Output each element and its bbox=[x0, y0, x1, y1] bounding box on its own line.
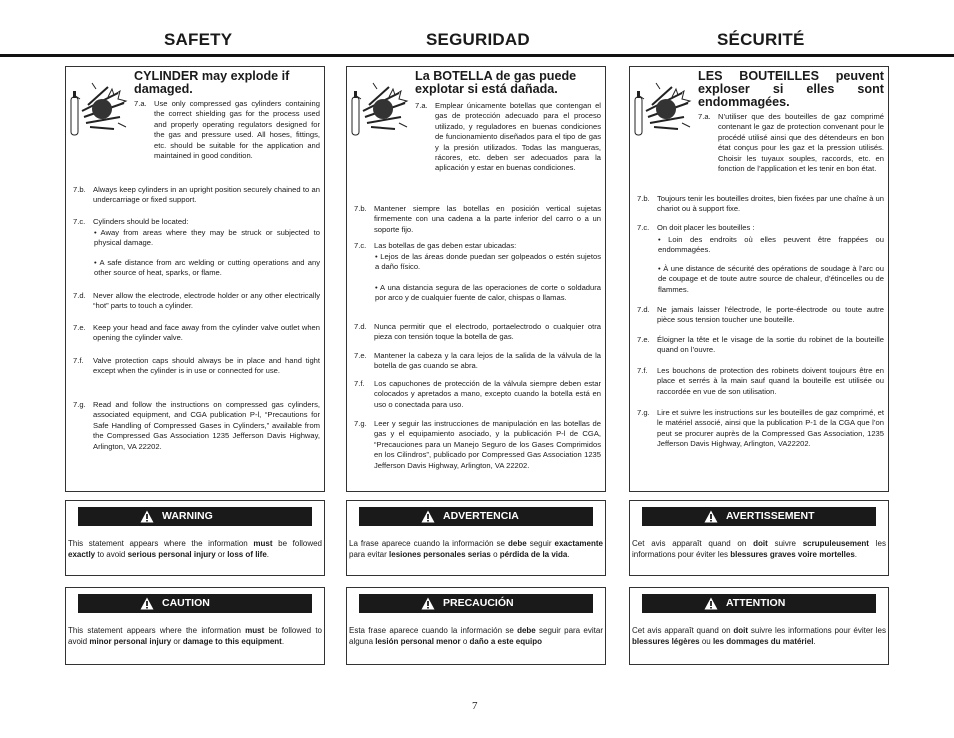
item-7f-text: Los capuchones de protección de la válvula siempre deben estar colocados y apretados a mano, excepto cuando la botella está en uso o conectada para uso. bbox=[374, 379, 601, 409]
header-rule bbox=[0, 54, 954, 57]
item-7f-label: 7.f. bbox=[354, 379, 365, 388]
precaucion-banner bbox=[359, 594, 593, 613]
item-7c-bullet-2: • A safe distance from arc welding or cutting operations and any other source of heat, sparks, or flame. bbox=[94, 258, 320, 278]
caution-label: CAUTION bbox=[162, 597, 210, 609]
caution-text: This statement appears where the information must be followed to avoid minor personal injury or damage to this equipment. bbox=[68, 626, 322, 646]
item-7a-label: 7.a. bbox=[134, 99, 147, 108]
item-7g-text: Leer y seguir las instrucciones de manipulación en las botellas de gas y el equipamiento asociado, y la publicación P-l de CGA, “Precauciones para un Manejo Seguro de los Gases Comprimidos en los Cilindros”, publicado por Compressed Gas Association 1235 Jefferson Davis Highway, Arlington, VA 22202. bbox=[374, 419, 601, 470]
attention-label: ATTENTION bbox=[726, 597, 786, 609]
item-7b-text: Always keep cylinders in an upright position securely chained to an undercarriage or fixed support. bbox=[93, 185, 320, 205]
avertissement-text: Cet avis apparaît quand on doit suivre scrupuleusement les informations pour éviter les blessures graves voire mortelles. bbox=[632, 539, 886, 559]
page-number: 7 bbox=[472, 700, 478, 712]
advertencia-text: La frase aparece cuando la información se debe seguir exactamente para evitar lesiones personales serias o pérdida de la vida. bbox=[349, 539, 603, 559]
cylinder-title: CYLINDER may explode if damaged. bbox=[134, 69, 290, 96]
item-7c-text: On doit placer les bouteilles : bbox=[657, 223, 755, 232]
cylinder-warning-panel bbox=[65, 66, 325, 492]
warning-definition-panel bbox=[65, 500, 325, 576]
item-7c-text: Cylinders should be located: bbox=[93, 217, 189, 226]
avertissement-definition-panel bbox=[629, 500, 889, 576]
item-7c-label: 7.c. bbox=[637, 223, 650, 232]
header-safety: SAFETY bbox=[164, 30, 233, 49]
item-7c-bullet-1: • Away from areas where they may be struck or subjected to physical damage. bbox=[94, 228, 320, 248]
item-7e-text: Keep your head and face away from the cylinder valve outlet when opening the cylinder valve. bbox=[93, 323, 320, 343]
item-7e-label: 7.e. bbox=[637, 335, 650, 344]
warning-triangle-icon bbox=[421, 510, 435, 523]
item-7c-label: 7.c. bbox=[354, 241, 367, 250]
item-7d-text: Never allow the electrode, electrode holder or any other electrically “hot” parts to touch a cylinder. bbox=[93, 291, 320, 311]
item-7d-label: 7.d. bbox=[637, 305, 650, 314]
item-7g-text: Read and follow the instructions on compressed gas cylinders, associated equipment, and CGA publication P-l, “Precautions for Safe Handling of Compressed Gases in Cylinders,” available from the Compressed Gas Association 1235 Jefferson Davis Highway, Arlington, VA 22202. bbox=[93, 400, 320, 451]
attention-definition-panel bbox=[629, 587, 889, 665]
item-7c-label: 7.c. bbox=[73, 217, 86, 226]
item-7b-label: 7.b. bbox=[637, 194, 650, 203]
caution-banner bbox=[78, 594, 312, 613]
item-7c-text: Las botellas de gas deben estar ubicadas: bbox=[374, 241, 517, 250]
header-securite: SÉCURITÉ bbox=[717, 30, 805, 49]
item-7a bbox=[134, 99, 320, 174]
item-7g-label: 7.g. bbox=[354, 419, 367, 428]
item-7f-label: 7.f. bbox=[73, 356, 84, 365]
item-7f-text: Les bouchons de protection des robinets doivent toujours être en place et serrés à la main sauf quand la bouteille est utilisée ou raccordée en vue de son utilisation. bbox=[657, 366, 884, 396]
item-7g-label: 7.g. bbox=[73, 400, 86, 409]
item-7c-bullet-1: • Loin des endroits où elles peuvent être frappées ou endommagées. bbox=[658, 235, 884, 255]
item-7a-label: 7.a. bbox=[698, 112, 711, 121]
item-7b-label: 7.b. bbox=[354, 204, 367, 213]
item-7c-bullet-2: • À une distance de sécurité des opérations de soudage à l’arc ou de coupage et de toute autre source de chaleur, d’étincelles ou de flammes. bbox=[658, 264, 884, 294]
avertissement-banner bbox=[642, 507, 876, 526]
item-7e-label: 7.e. bbox=[354, 351, 367, 360]
item-7g-text: Lire et suivre les instructions sur les bouteilles de gaz comprimé, et le matériel associé, ainsi que la publication P-1 de la CGA que l’on peut se procurer auprès de la Compressed Gas Association, 1235 Jefferson Davis Highway, Arlington, VA22202. bbox=[657, 408, 884, 449]
caution-triangle-icon bbox=[140, 597, 154, 610]
bouteilles-warning-panel bbox=[629, 66, 889, 492]
precaucion-definition-panel bbox=[346, 587, 606, 665]
item-7d-label: 7.d. bbox=[73, 291, 86, 300]
caution-triangle-icon bbox=[421, 597, 435, 610]
attention-banner bbox=[642, 594, 876, 613]
avertissement-label: AVERTISSEMENT bbox=[726, 510, 815, 522]
warning-banner bbox=[78, 507, 312, 526]
item-7c-bullet-1: • Lejos de las áreas donde puedan ser golpeados o estén sujetos a daño físico. bbox=[375, 252, 601, 272]
warning-label: WARNING bbox=[162, 510, 213, 522]
advertencia-banner bbox=[359, 507, 593, 526]
warning-text: This statement appears where the information must be followed exactly to avoid serious personal injury or loss of life. bbox=[68, 539, 322, 559]
item-7b-text: Toujours tenir les bouteilles droites, bien fixées par une chaîne à un chariot ou à support fixe. bbox=[657, 194, 884, 214]
caution-triangle-icon bbox=[704, 597, 718, 610]
caution-definition-panel bbox=[65, 587, 325, 665]
bouteilles-title: LES BOUTEILLES peuvent exploser si elles sont endommagées. bbox=[698, 69, 884, 109]
item-7f-label: 7.f. bbox=[637, 366, 648, 375]
warning-triangle-icon bbox=[704, 510, 718, 523]
item-7f-text: Valve protection caps should always be in place and hand tight except when the cylinder is in use or connected for use. bbox=[93, 356, 320, 376]
item-7a-text: Use only compressed gas cylinders containing the correct shielding gas for the process used and properly operating regulators designed for the gas and pressure used. All hoses, fittings, etc. should be suitable for the application and maintained in good condition. bbox=[154, 99, 320, 161]
item-7a-text: Emplear únicamente botellas que contengan el gas de protección adecuado para el proceso utilizado, y reguladores en buenas condiciones de funcionamiento diseñados para el tipo de gas y la presión utilizados. Todas las mangueras, rácores, etc. deben ser adecuados para la aplicación y estar en buenas condiciones. bbox=[435, 101, 601, 173]
header-seguridad: SEGURIDAD bbox=[426, 30, 530, 49]
item-7e-label: 7.e. bbox=[73, 323, 86, 332]
cylinder-explosion-icon bbox=[632, 77, 696, 137]
botella-warning-panel bbox=[346, 66, 606, 492]
item-7d-label: 7.d. bbox=[354, 322, 367, 331]
item-7a-label: 7.a. bbox=[415, 101, 428, 110]
cylinder-explosion-icon bbox=[349, 77, 413, 137]
attention-text: Cet avis apparaît quand on doit suivre les informations pour éviter les blessures légères ou les dommages du matériel. bbox=[632, 626, 886, 646]
cylinder-explosion-icon bbox=[68, 77, 132, 137]
precaucion-text: Esta frase aparece cuando la información se debe seguir para evitar alguna lesión personal menor o daño a este equipo bbox=[349, 626, 603, 646]
item-7c-bullet-2: • A una distancia segura de las operaciones de corte o soldadura por arco y de cualquier fuente de calor, chispas o llamas. bbox=[375, 283, 601, 303]
botella-title: La BOTELLA de gas puede explotar si está dañada. bbox=[415, 69, 577, 96]
item-7d-text: Ne jamais laisser l’électrode, le porte-électrode ou toute autre pièce sous tension toucher une bouteille. bbox=[657, 305, 884, 325]
item-7g-label: 7.g. bbox=[637, 408, 650, 417]
item-7e-text: Éloigner la tête et le visage de la sortie du robinet de la bouteille quand on l’ouvre. bbox=[657, 335, 884, 355]
item-7b-text: Mantener siempre las botellas en posición vertical sujetas firmemente con una cadena a la parte inferior del carro o a un soporte fijo. bbox=[374, 204, 601, 234]
advertencia-label: ADVERTENCIA bbox=[443, 510, 519, 522]
advertencia-definition-panel bbox=[346, 500, 606, 576]
item-7a-text: N’utiliser que des bouteilles de gaz comprimé contenant le gaz de protection convenant pour le procédé utilisé ainsi que des détendeurs en bon état conçus pour les gaz et la pression utilisés. Choisir les tuyaux souples, raccords, etc. en fonction de l’application et les tenir en bon état. bbox=[718, 112, 884, 174]
precaucion-label: PRECAUCIÓN bbox=[443, 597, 514, 609]
item-7b-label: 7.b. bbox=[73, 185, 86, 194]
item-7e-text: Mantener la cabeza y la cara lejos de la salida de la válvula de la botella de gas cuando se abra. bbox=[374, 351, 601, 371]
item-7d-text: Nunca permitir que el electrodo, portaelectrodo o cualquier otra pieza con tensión toque la botella de gas. bbox=[374, 322, 601, 342]
warning-triangle-icon bbox=[140, 510, 154, 523]
